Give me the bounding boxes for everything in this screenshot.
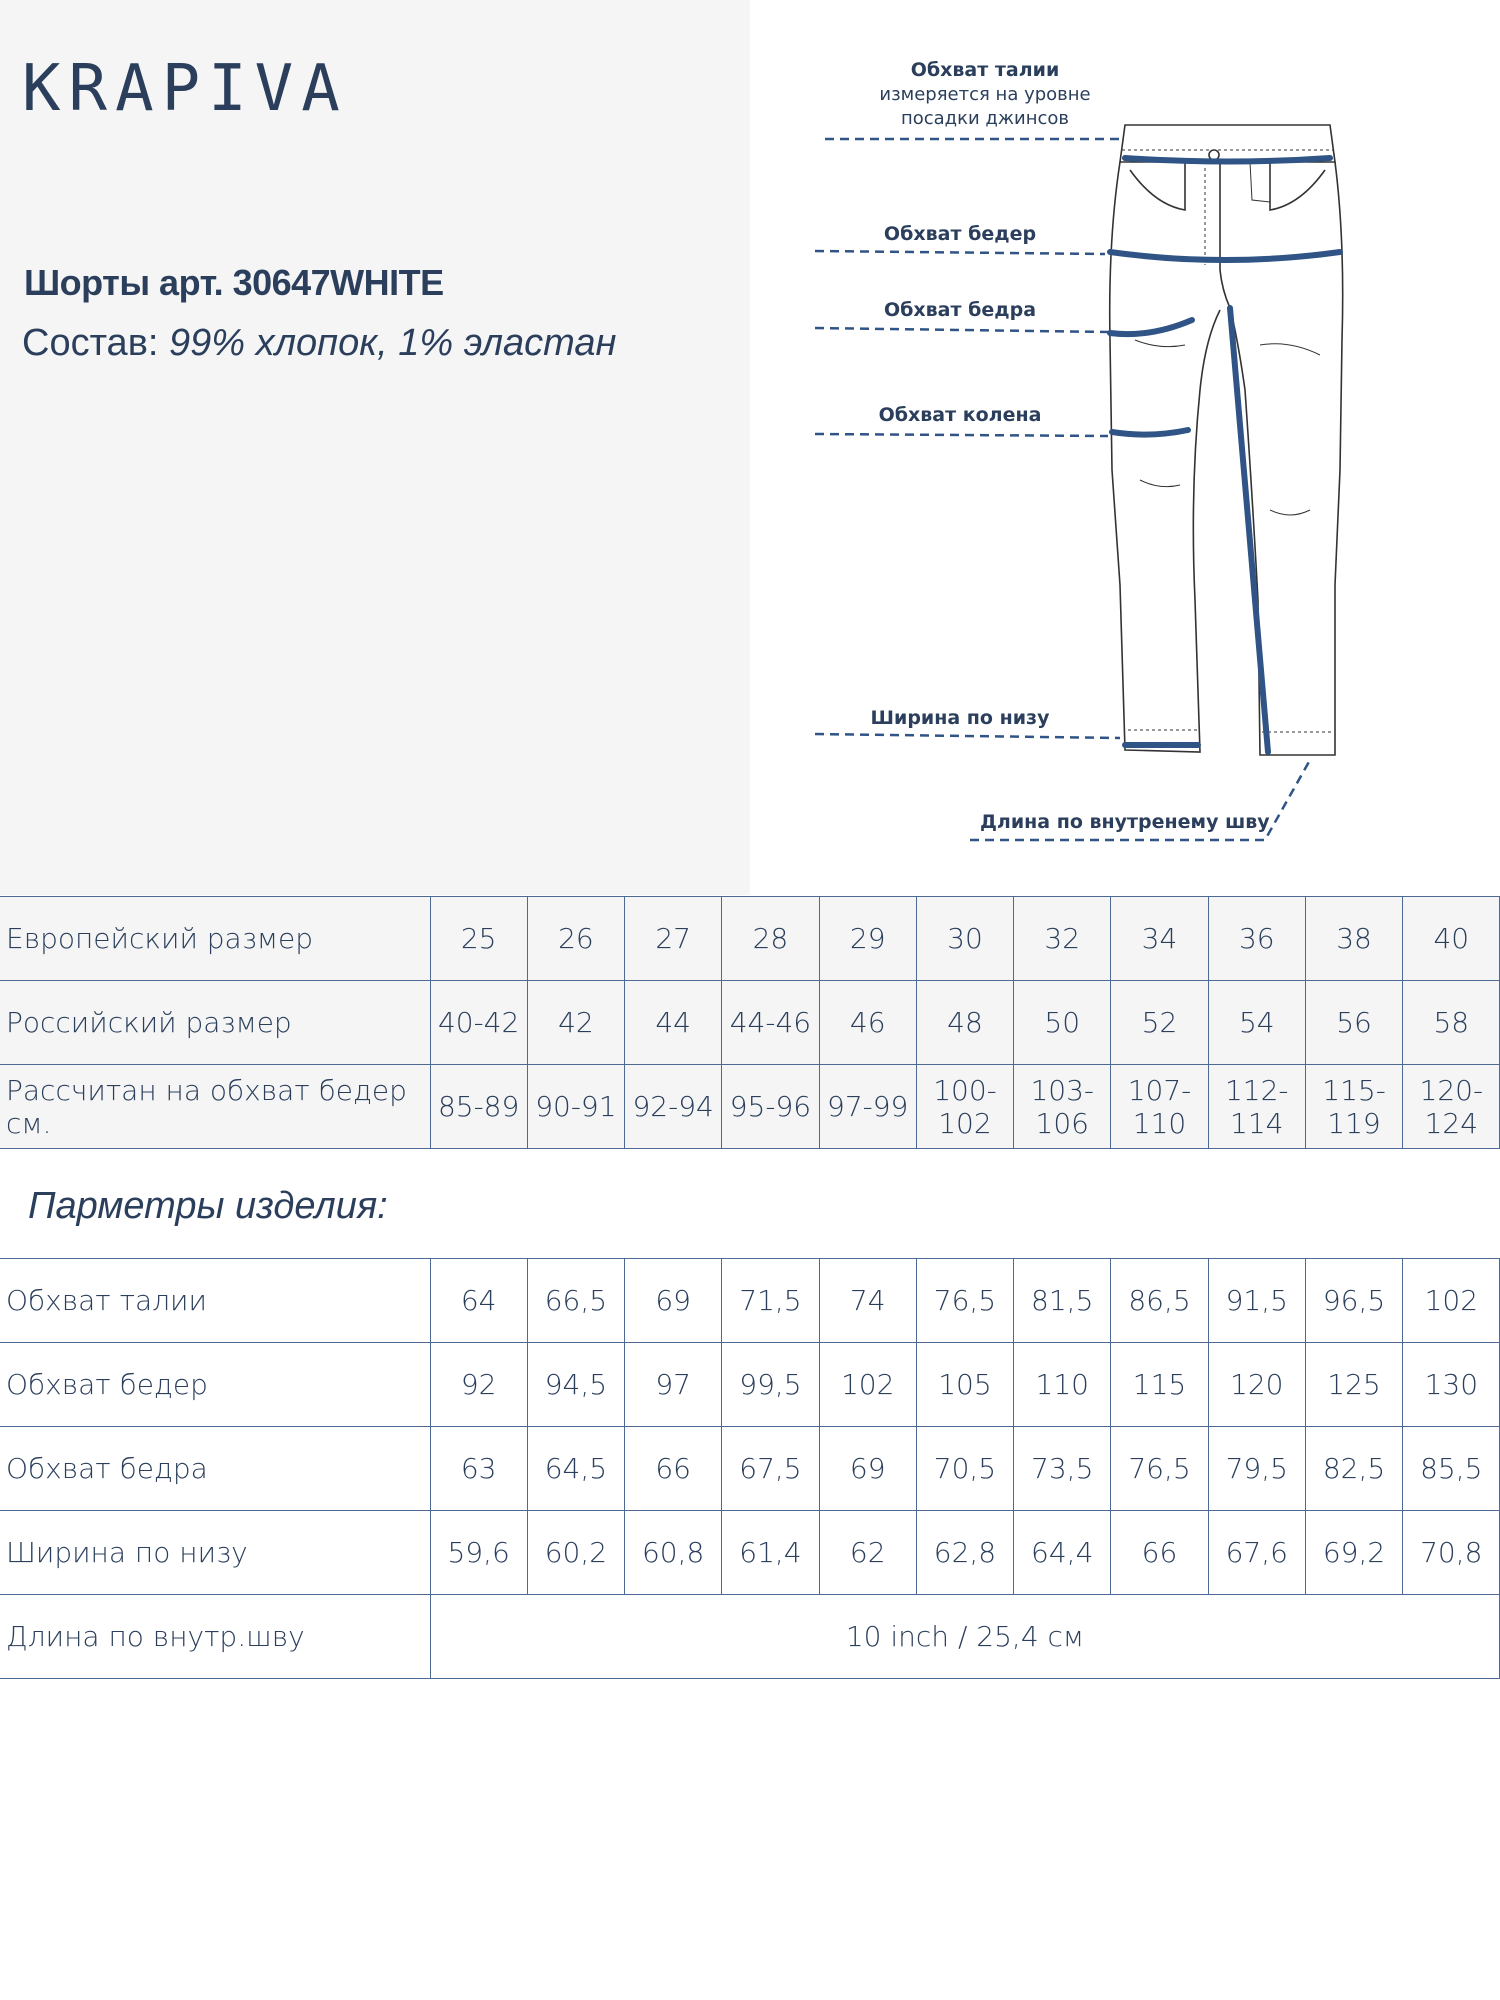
table-cell: 62,8: [916, 1511, 1013, 1595]
table-cell: 34: [1111, 897, 1208, 981]
table-row: [0, 1427, 1500, 1511]
params-title: Парметры изделия:: [28, 1185, 388, 1227]
table-cell: 66: [1111, 1511, 1208, 1595]
table-cell: 105: [916, 1343, 1013, 1427]
table-row: [0, 1259, 1500, 1343]
table-cell: 67,5: [722, 1427, 819, 1511]
table-cell: 74: [819, 1259, 916, 1343]
table-cell: 64,5: [527, 1427, 624, 1511]
row-label: Рассчитан на обхват бедер см.: [0, 1065, 430, 1149]
table-cell: 95-96: [722, 1065, 819, 1149]
table-cell: 86,5: [1111, 1259, 1208, 1343]
diagram-waist-note-1: измеряется на уровне: [879, 84, 1091, 105]
table-cell: 81,5: [1014, 1259, 1111, 1343]
diagram-inseam-label: Длина по внутренему шву: [980, 811, 1270, 833]
table-cell: 96,5: [1305, 1259, 1402, 1343]
table-cell: 70,8: [1403, 1511, 1500, 1595]
composition-value: 99% хлопок, 1% эластан: [169, 322, 617, 364]
table-cell: 70,5: [916, 1427, 1013, 1511]
table-cell: 130: [1403, 1343, 1500, 1427]
table-cell: 30: [916, 897, 1013, 981]
params-table: [0, 1258, 1500, 1679]
table-cell: 54: [1208, 981, 1305, 1065]
table-cell: 94,5: [527, 1343, 624, 1427]
product-title: Шорты арт. 30647WHITE: [24, 262, 444, 303]
table-cell: 52: [1111, 981, 1208, 1065]
diagram-hips-label: Обхват бедер: [883, 223, 1037, 245]
brand-logo: KRAPIVA: [22, 52, 348, 126]
table-cell: 76,5: [916, 1259, 1013, 1343]
diagram-waist-note-2: посадки джинсов: [900, 108, 1070, 129]
table-cell: 79,5: [1208, 1427, 1305, 1511]
table-row: [0, 897, 1500, 981]
row-label: Обхват бедра: [0, 1427, 430, 1511]
table-cell: 66: [625, 1427, 722, 1511]
table-cell: 120-124: [1403, 1065, 1500, 1149]
diagram-thigh-label: Обхват бедра: [883, 299, 1037, 321]
table-row: [0, 981, 1500, 1065]
table-cell: 60,8: [625, 1511, 722, 1595]
row-label: Российский размер: [0, 981, 430, 1065]
header-panel: [0, 0, 750, 895]
table-cell: 26: [527, 897, 624, 981]
table-cell: 58: [1403, 981, 1500, 1065]
table-cell: 69,2: [1305, 1511, 1402, 1595]
table-cell: 46: [819, 981, 916, 1065]
table-cell: 85,5: [1403, 1427, 1500, 1511]
table-cell: 27: [625, 897, 722, 981]
table-cell: 103-106: [1014, 1065, 1111, 1149]
table-cell: 69: [625, 1259, 722, 1343]
table-cell: 107-110: [1111, 1065, 1208, 1149]
table-cell: 40-42: [430, 981, 527, 1065]
diagram-knee-label: Обхват колена: [878, 404, 1042, 426]
table-cell: 73,5: [1014, 1427, 1111, 1511]
table-cell: 125: [1305, 1343, 1402, 1427]
table-cell: 102: [1403, 1259, 1500, 1343]
table-cell: 99,5: [722, 1343, 819, 1427]
size-table: [0, 896, 1500, 1149]
table-cell: 112-114: [1208, 1065, 1305, 1149]
table-cell: 115-119: [1305, 1065, 1402, 1149]
table-cell: 100-102: [916, 1065, 1013, 1149]
table-cell: 120: [1208, 1343, 1305, 1427]
table-cell: 91,5: [1208, 1259, 1305, 1343]
table-cell: 44: [625, 981, 722, 1065]
table-cell: 92-94: [625, 1065, 722, 1149]
table-cell: 67,6: [1208, 1511, 1305, 1595]
table-cell: 42: [527, 981, 624, 1065]
table-cell: 61,4: [722, 1511, 819, 1595]
table-cell: 76,5: [1111, 1427, 1208, 1511]
table-cell: 40: [1403, 897, 1500, 981]
merged-cell: 10 inch / 25,4 см: [430, 1595, 1500, 1679]
table-cell: 110: [1014, 1343, 1111, 1427]
table-row: [0, 1595, 1500, 1679]
table-cell: 66,5: [527, 1259, 624, 1343]
table-cell: 32: [1014, 897, 1111, 981]
table-cell: 102: [819, 1343, 916, 1427]
row-label: Европейский размер: [0, 897, 430, 981]
table-cell: 38: [1305, 897, 1402, 981]
diagram-waist-label: Обхват талии: [910, 59, 1060, 81]
table-cell: 90-91: [527, 1065, 624, 1149]
table-cell: 71,5: [722, 1259, 819, 1343]
table-cell: 60,2: [527, 1511, 624, 1595]
table-cell: 115: [1111, 1343, 1208, 1427]
table-cell: 56: [1305, 981, 1402, 1065]
table-cell: 62: [819, 1511, 916, 1595]
pants-illustration: [790, 40, 1500, 870]
table-cell: 69: [819, 1427, 916, 1511]
pants-diagram: [790, 40, 1500, 870]
table-cell: 59,6: [430, 1511, 527, 1595]
table-row: [0, 1511, 1500, 1595]
table-cell: 97-99: [819, 1065, 916, 1149]
table-cell: 29: [819, 897, 916, 981]
table-cell: 48: [916, 981, 1013, 1065]
table-cell: 64,4: [1014, 1511, 1111, 1595]
table-row: [0, 1065, 1500, 1149]
table-cell: 63: [430, 1427, 527, 1511]
row-label: Длина по внутр.шву: [0, 1595, 430, 1679]
table-cell: 28: [722, 897, 819, 981]
table-cell: 85-89: [430, 1065, 527, 1149]
table-cell: 92: [430, 1343, 527, 1427]
table-cell: 97: [625, 1343, 722, 1427]
table-cell: 36: [1208, 897, 1305, 981]
row-label: Обхват бедер: [0, 1343, 430, 1427]
row-label: Ширина по низу: [0, 1511, 430, 1595]
table-cell: 82,5: [1305, 1427, 1402, 1511]
table-cell: 64: [430, 1259, 527, 1343]
table-row: [0, 1343, 1500, 1427]
table-cell: 50: [1014, 981, 1111, 1065]
row-label: Обхват талии: [0, 1259, 430, 1343]
composition-label: Состав:: [22, 322, 159, 364]
product-composition: [22, 322, 616, 365]
table-cell: 44-46: [722, 981, 819, 1065]
table-cell: 25: [430, 897, 527, 981]
diagram-hem-label: Ширина по низу: [870, 707, 1050, 729]
